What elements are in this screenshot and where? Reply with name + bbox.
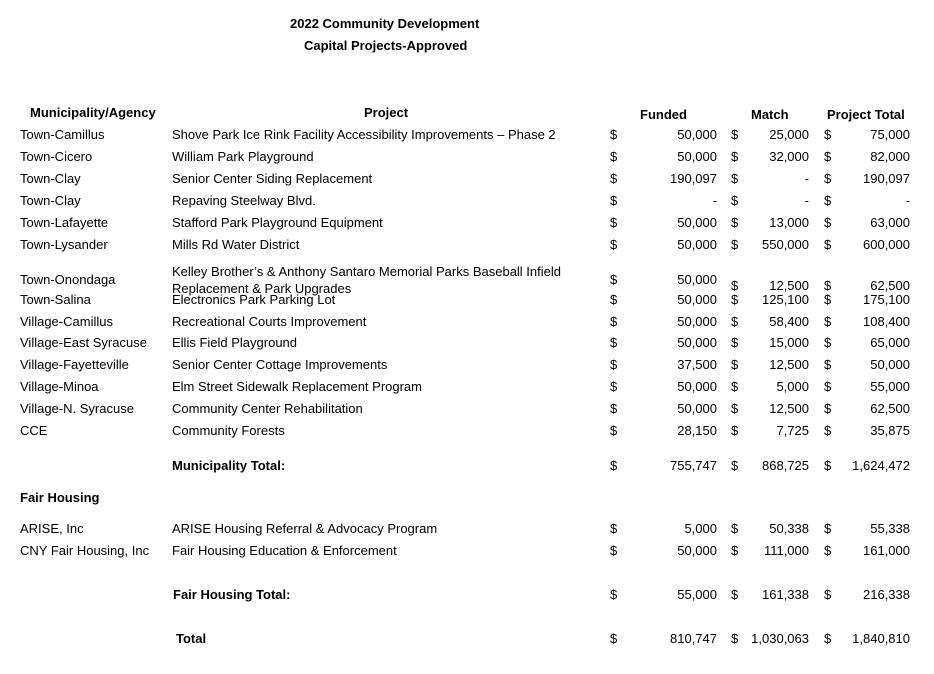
currency-symbol: $ <box>824 193 832 208</box>
match-amount: - <box>804 193 809 208</box>
project-name: ARISE Housing Referral & Advocacy Program <box>172 521 438 536</box>
agency-name: Town-Camillus <box>20 127 105 142</box>
currency-symbol: $ <box>824 215 832 230</box>
project-total-amount: 50,000 <box>870 357 910 372</box>
funded-amount: 190,097 <box>670 171 717 186</box>
currency-symbol: $ <box>824 357 832 372</box>
agency-name: Village-Fayetteville <box>20 357 129 372</box>
currency-symbol: $ <box>824 543 832 558</box>
agency-name: CNY Fair Housing, Inc <box>20 543 150 558</box>
project-total-amount: 62,500 <box>870 278 910 293</box>
currency-symbol: $ <box>731 357 739 372</box>
match-amount: 25,000 <box>769 127 809 142</box>
currency-symbol: $ <box>731 335 739 350</box>
grand-total-match: 1,030,063 <box>751 631 809 646</box>
currency-symbol: $ <box>824 237 832 252</box>
currency-symbol: $ <box>824 631 832 646</box>
currency-symbol: $ <box>610 357 618 372</box>
match-amount: 111,000 <box>763 543 809 558</box>
currency-symbol: $ <box>731 127 739 142</box>
project-total-amount: 55,338 <box>870 521 910 536</box>
project-total-amount: 62,500 <box>870 401 910 416</box>
currency-symbol: $ <box>824 458 832 473</box>
project-name: Senior Center Cottage Improvements <box>172 357 388 372</box>
match-amount: 7,725 <box>776 423 809 438</box>
project-name: Stafford Park Playground Equipment <box>172 215 383 230</box>
funded-amount: 50,000 <box>677 127 717 142</box>
match-amount: 12,500 <box>769 401 809 416</box>
header-funded: Funded <box>640 107 687 122</box>
fair-housing-total-label: Fair Housing Total: <box>173 587 291 602</box>
agency-name: Town-Clay <box>20 193 81 208</box>
fair-housing-total-total: 216,338 <box>863 587 910 602</box>
agency-name: Town-Salina <box>20 292 91 307</box>
currency-symbol: $ <box>824 171 832 186</box>
project-total-amount: 35,875 <box>870 423 910 438</box>
match-amount: 13,000 <box>769 215 809 230</box>
agency-name: CCE <box>20 423 48 438</box>
project-name: Elm Street Sidewalk Replacement Program <box>172 379 422 394</box>
project-name: Recreational Courts Improvement <box>172 314 367 329</box>
funded-amount: 50,000 <box>677 149 717 164</box>
funded-amount: 50,000 <box>677 272 717 287</box>
project-name: Senior Center Siding Replacement <box>172 171 373 186</box>
project-name: Fair Housing Education & Enforcement <box>172 543 397 558</box>
fair-housing-total-match: 161,338 <box>762 587 809 602</box>
currency-symbol: $ <box>610 335 618 350</box>
project-name: Community Center Rehabilitation <box>172 401 363 416</box>
match-amount: 12,500 <box>769 357 809 372</box>
grand-total-label: Total <box>176 631 207 646</box>
currency-symbol: $ <box>731 237 739 252</box>
currency-symbol: $ <box>824 379 832 394</box>
currency-symbol: $ <box>731 215 739 230</box>
currency-symbol: $ <box>731 193 739 208</box>
match-amount: 50,338 <box>769 521 809 536</box>
project-name: Electronics Park Parking Lot <box>172 292 336 307</box>
document-title-line1: 2022 Community Development <box>290 16 480 31</box>
funded-amount: 50,000 <box>677 292 717 307</box>
project-total-amount: 82,000 <box>870 149 910 164</box>
currency-symbol: $ <box>610 193 618 208</box>
currency-symbol: $ <box>610 237 618 252</box>
agency-name: Village-N. Syracuse <box>20 401 134 416</box>
currency-symbol: $ <box>610 314 618 329</box>
funded-amount: 50,000 <box>677 237 717 252</box>
project-name: Kelley Brother’s & Anthony Santaro Memorial Parks Baseball Infield <box>172 264 561 279</box>
agency-name: Town-Lafayette <box>20 215 109 230</box>
match-amount: 32,000 <box>769 149 809 164</box>
currency-symbol: $ <box>731 587 739 602</box>
currency-symbol: $ <box>824 587 832 602</box>
project-total-amount: 175,100 <box>863 292 910 307</box>
fair-housing-heading: Fair Housing <box>20 490 100 505</box>
municipality-total-funded: 755,747 <box>670 458 717 473</box>
header-project: Project <box>364 105 409 120</box>
header-match: Match <box>751 107 789 122</box>
currency-symbol: $ <box>824 127 832 142</box>
currency-symbol: $ <box>824 521 832 536</box>
match-amount: 550,000 <box>762 237 809 252</box>
currency-symbol: $ <box>731 631 739 646</box>
currency-symbol: $ <box>610 587 618 602</box>
fair-housing-total-funded: 55,000 <box>677 587 717 602</box>
funded-amount: 50,000 <box>677 379 717 394</box>
currency-symbol: $ <box>731 278 739 293</box>
currency-symbol: $ <box>731 314 739 329</box>
currency-symbol: $ <box>731 379 739 394</box>
funded-amount: 28,150 <box>677 423 717 438</box>
agency-name: Town-Clay <box>20 171 81 186</box>
project-total-amount: 600,000 <box>863 237 910 252</box>
currency-symbol: $ <box>610 423 618 438</box>
project-total-amount: - <box>905 193 910 208</box>
project-name: Mills Rd Water District <box>172 237 300 252</box>
match-amount: 58,400 <box>769 314 809 329</box>
agency-name: ARISE, Inc <box>20 521 84 536</box>
currency-symbol: $ <box>610 458 618 473</box>
currency-symbol: $ <box>610 292 618 307</box>
currency-symbol: $ <box>731 171 739 186</box>
currency-symbol: $ <box>731 401 739 416</box>
project-total-amount: 63,000 <box>870 215 910 230</box>
funded-amount: 50,000 <box>677 314 717 329</box>
project-name-line2: Replacement & Park Upgrades <box>172 281 352 296</box>
currency-symbol: $ <box>731 292 739 307</box>
header-project-total: Project Total <box>827 107 905 122</box>
match-amount: 125,100 <box>762 292 809 307</box>
project-total-amount: 190,097 <box>863 171 910 186</box>
agency-name: Village-East Syracuse <box>20 335 147 350</box>
funded-amount: 50,000 <box>677 543 717 558</box>
match-amount: - <box>804 171 809 186</box>
currency-symbol: $ <box>731 521 739 536</box>
agency-name: Town-Cicero <box>20 149 93 164</box>
funded-amount: 37,500 <box>677 357 717 372</box>
document-title-line2: Capital Projects-Approved <box>304 38 468 53</box>
currency-symbol: $ <box>731 543 739 558</box>
agency-name: Town-Onondaga <box>20 272 116 287</box>
grand-total-total: 1,840,810 <box>852 631 910 646</box>
currency-symbol: $ <box>731 149 739 164</box>
match-amount: 15,000 <box>769 335 809 350</box>
currency-symbol: $ <box>824 314 832 329</box>
currency-symbol: $ <box>610 127 618 142</box>
agency-name: Village-Minoa <box>20 379 99 394</box>
currency-symbol: $ <box>824 149 832 164</box>
currency-symbol: $ <box>610 401 618 416</box>
header-municipality: Municipality/Agency <box>30 105 156 120</box>
currency-symbol: $ <box>824 423 832 438</box>
project-name: Repaving Steelway Blvd. <box>172 193 316 208</box>
agency-name: Village-Camillus <box>20 314 113 329</box>
municipality-total-total: 1,624,472 <box>852 458 910 473</box>
funded-amount: 50,000 <box>677 215 717 230</box>
funded-amount: 50,000 <box>677 401 717 416</box>
currency-symbol: $ <box>824 401 832 416</box>
project-total-amount: 161,000 <box>863 543 910 558</box>
currency-symbol: $ <box>731 423 739 438</box>
currency-symbol: $ <box>610 521 618 536</box>
match-amount: 12,500 <box>769 278 809 293</box>
project-total-amount: 65,000 <box>870 335 910 350</box>
project-name: Community Forests <box>172 423 285 438</box>
match-amount: 5,000 <box>776 379 809 394</box>
currency-symbol: $ <box>610 379 618 394</box>
agency-name: Town-Lysander <box>20 237 108 252</box>
project-total-amount: 55,000 <box>870 379 910 394</box>
project-total-amount: 75,000 <box>870 127 910 142</box>
municipality-total-label: Municipality Total: <box>172 458 286 473</box>
funded-amount: 50,000 <box>677 335 717 350</box>
project-name: Ellis Field Playground <box>172 335 298 350</box>
currency-symbol: $ <box>610 631 618 646</box>
grand-total-funded: 810,747 <box>670 631 717 646</box>
currency-symbol: $ <box>610 215 618 230</box>
currency-symbol: $ <box>824 335 832 350</box>
currency-symbol: $ <box>824 292 832 307</box>
currency-symbol: $ <box>610 171 618 186</box>
currency-symbol: $ <box>610 543 618 558</box>
project-total-amount: 108,400 <box>863 314 910 329</box>
project-name: William Park Playground <box>172 149 314 164</box>
currency-symbol: $ <box>610 149 618 164</box>
project-name: Shove Park Ice Rink Facility Accessibility Improvements – Phase 2 <box>172 127 556 142</box>
funded-amount: 5,000 <box>684 521 717 536</box>
currency-symbol: $ <box>610 272 618 287</box>
funded-amount: - <box>712 193 717 208</box>
currency-symbol: $ <box>731 458 739 473</box>
currency-symbol: $ <box>824 278 832 293</box>
municipality-total-match: 868,725 <box>762 458 809 473</box>
